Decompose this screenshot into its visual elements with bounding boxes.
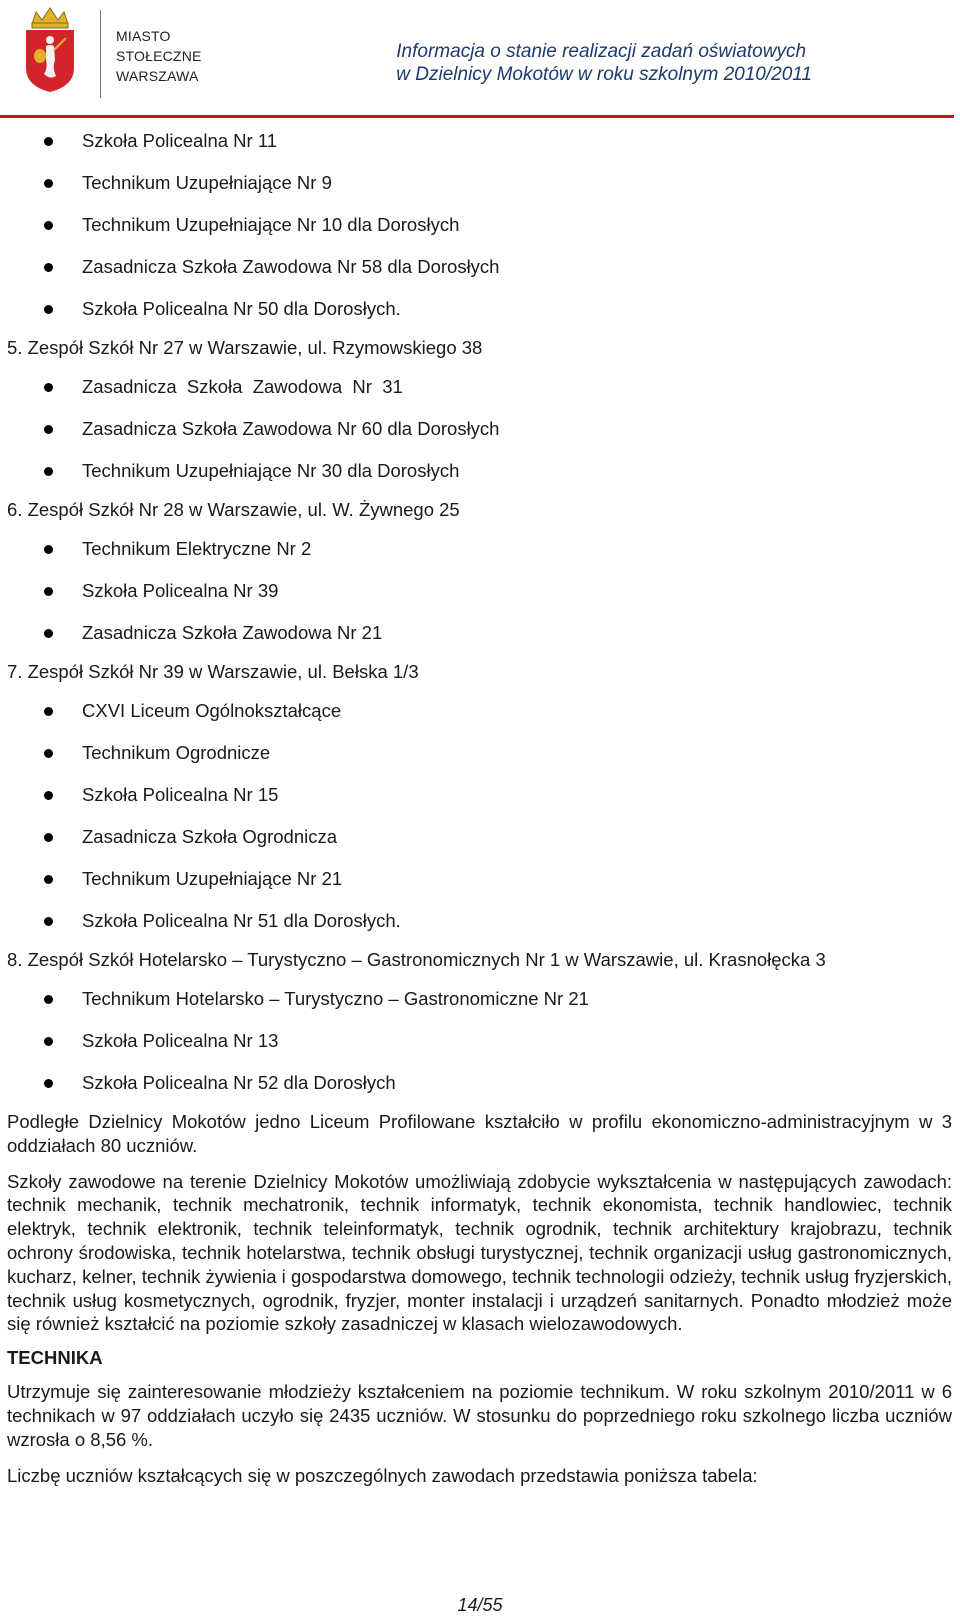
bullet-icon [44,707,53,716]
list-item: Technikum Hotelarsko – Turystyczno – Gastronomiczne Nr 21 [7,978,952,1020]
bullet-icon [44,995,53,1004]
header-divider [100,10,101,98]
warsaw-crest-logo [22,6,78,92]
list-item: Szkoła Policealna Nr 13 [7,1020,952,1062]
list-item: Szkoła Policealna Nr 15 [7,774,952,816]
bullet-icon [44,749,53,758]
bullet-icon [44,383,53,392]
list-item: Zasadnicza Szkoła Zawodowa Nr 58 dla Dorosłych [7,246,952,288]
list-item: Zasadnicza Szkoła Zawodowa Nr 31 [7,366,952,408]
header-rule [0,115,954,118]
paragraph-zawody: Szkoły zawodowe na terenie Dzielnicy Mokotów umożliwiają zdobycie wykształcenia w następujących zawodach: technik mechanik, technik mechatronik, technik informatyk, technik ekonomista, technik handlowiec, technik elektryk, technik elektronik, technik teleinformatyk, technik ogrodnik, technik architektury krajobrazu, technik ochrony środowiska, technik hotelarstwa, technik obsługi turystycznej, technik organizacji usług gastronomicznych, kucharz, kelner, technik żywienia i gospodarstwa domowego, technik technologii odzieży, technik usług fryzjerskich, technik usług kosmetycznych, ogrodnik, fryzjer, monter instalacji i urządzeń sanitarnych. Ponadto młodzież może się również kształcić na poziomie szkoły zasadniczej w klasach wielozawodowych. [7,1170,952,1335]
paragraph-liceum: Podległe Dzielnicy Mokotów jedno Liceum Profilowane kształciło w profilu ekonomiczno-administracyjnym w 3 oddziałach 80 uczniów. [7,1111,952,1156]
school-list-top [7,120,952,330]
bullet-icon [44,425,53,434]
bullet-icon [44,1079,53,1088]
bullet-icon [44,545,53,554]
list-item: Szkoła Policealna Nr 50 dla Dorosłych. [7,288,952,330]
paragraph-tabela: Liczbę uczniów kształcących się w poszczególnych zawodach przedstawia poniższa tabela: [7,1464,758,1486]
brand-line-3: WARSZAWA [116,68,199,84]
list-item: Technikum Uzupełniające Nr 9 [7,162,952,204]
page-content [7,120,952,1487]
list-item: Szkoła Policealna Nr 39 [7,570,952,612]
bullet-icon [44,587,53,596]
list-item: Technikum Uzupełniające Nr 30 dla Dorosłych [7,450,952,492]
section-title-7: 7. Zespół Szkół Nr 39 w Warszawie, ul. Bełska 1/3 [7,661,419,682]
brand-line-1: MIASTO [116,28,171,44]
list-item: Szkoła Policealna Nr 11 [7,120,952,162]
bullet-icon [44,221,53,230]
bullet-icon [44,263,53,272]
bullet-icon [44,1037,53,1046]
section-6-list [7,528,952,654]
document-title-line-2: w Dzielnicy Mokotów w roku szkolnym 2010/2011 [396,64,812,85]
list-item: Zasadnicza Szkoła Zawodowa Nr 21 [7,612,952,654]
list-item: Zasadnicza Szkoła Zawodowa Nr 60 dla Dorosłych [7,408,952,450]
brand-line-2: STOŁECZNE [116,48,202,64]
bullet-icon [44,833,53,842]
bullet-icon [44,179,53,188]
paragraph-technika: Utrzymuje się zainteresowanie młodzieży kształceniem na poziomie technikum. W roku szkolnym 2010/2011 w 6 technikach w 97 oddziałach uczyło się 2435 uczniów. W stosunku do poprzedniego roku szkolnego liczba uczniów wzrosła o 8,56 %. [7,1381,952,1450]
list-item: Szkoła Policealna Nr 52 dla Dorosłych [7,1062,952,1104]
document-title [396,40,812,86]
section-heading-technika: TECHNIKA [7,1347,103,1369]
bullet-icon [44,875,53,884]
list-item: CXVI Liceum Ogólnokształcące [7,690,952,732]
section-7-list [7,690,952,942]
bullet-icon [44,791,53,800]
city-brand-name [116,26,202,86]
list-item: Technikum Uzupełniające Nr 10 dla Dorosłych [7,204,952,246]
page-number: 14/55 [457,1595,503,1615]
section-title-5: 5. Zespół Szkół Nr 27 w Warszawie, ul. Rzymowskiego 38 [7,337,483,358]
bullet-icon [44,917,53,926]
document-title-line-1: Informacja o stanie realizacji zadań oświatowych [396,41,807,62]
list-item: Technikum Ogrodnicze [7,732,952,774]
list-item: Technikum Uzupełniające Nr 21 [7,858,952,900]
bullet-icon [44,305,53,314]
bullet-icon [44,629,53,638]
list-item: Szkoła Policealna Nr 51 dla Dorosłych. [7,900,952,942]
list-item: Zasadnicza Szkoła Ogrodnicza [7,816,952,858]
bullet-icon [44,137,53,146]
section-title-8: 8. Zespół Szkół Hotelarsko – Turystyczno – Gastronomicznych Nr 1 w Warszawie, ul. Krasnołęcka 3 [7,949,826,970]
list-item: Technikum Elektryczne Nr 2 [7,528,952,570]
page-header [0,0,960,120]
bullet-icon [44,467,53,476]
section-title-6: 6. Zespół Szkół Nr 28 w Warszawie, ul. W. Żywnego 25 [7,499,460,520]
section-8-list [7,978,952,1104]
section-5-list [7,366,952,492]
